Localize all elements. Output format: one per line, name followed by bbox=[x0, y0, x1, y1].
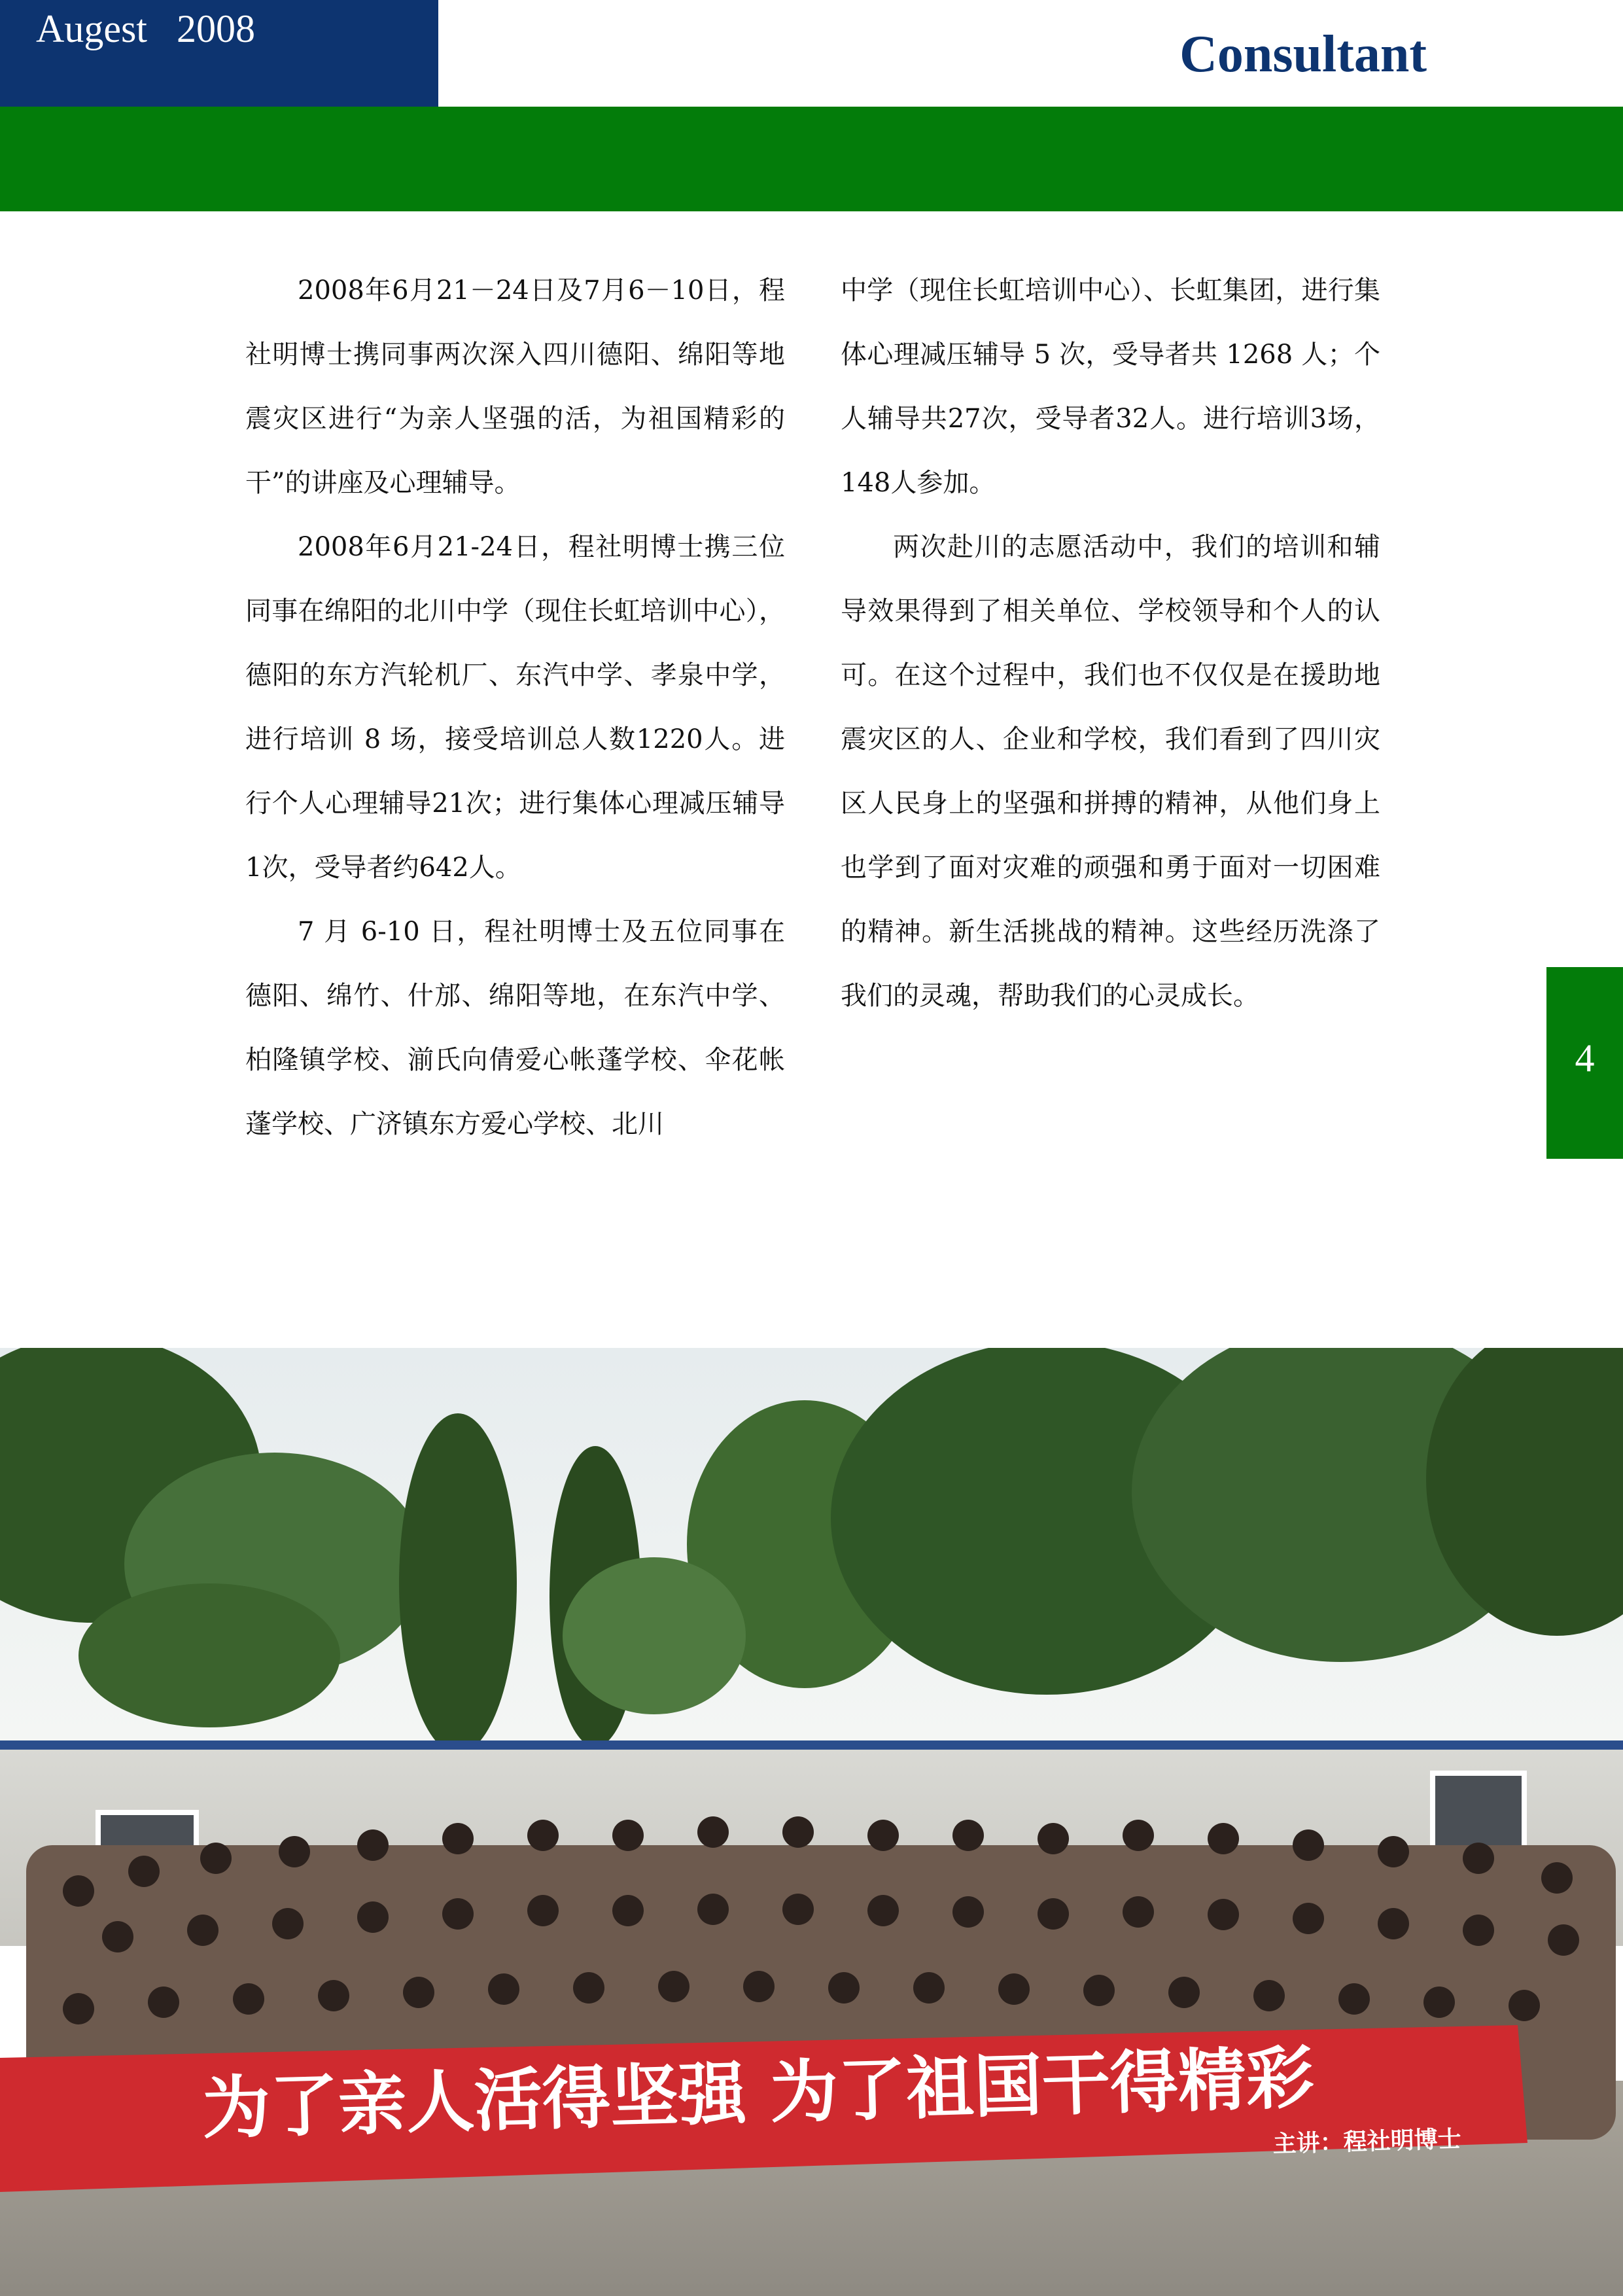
article-paragraph: 中学（现住长虹培训中心）、长虹集团，进行集体心理减压辅导 5 次，受导者共 1268 人；个人辅导共27次，受导者32人。进行培训3场，148人参加。 bbox=[841, 275, 1380, 498]
header-date-box bbox=[0, 0, 438, 107]
issue-date: Augest 2008 bbox=[36, 7, 255, 50]
magazine-title: Consultant bbox=[1179, 26, 1427, 83]
article-column-right bbox=[841, 258, 1380, 1028]
article-paragraph: 2008年6月21－24日及7月6－10日，程社明博士携同事两次深入四川德阳、绵阳等地震灾区进行“为亲人坚强的活，为祖国精彩的干”的讲座及心理辅导。 bbox=[245, 275, 785, 498]
article-paragraph: 2008年6月21-24日，程社明博士携三位同事在绵阳的北川中学（现住长虹培训中心），德阳的东方汽轮机厂、东汽中学、孝泉中学，进行培训 8 场，接受培训总人数1220人。进行个人心理辅导21次；进行集体心理减压辅导1次，受导者约642人。 bbox=[245, 532, 785, 883]
group-photo bbox=[0, 1348, 1623, 2296]
header-green-band bbox=[0, 107, 1623, 211]
article-paragraph: 7 月 6-10 日，程社明博士及五位同事在德阳、绵竹、什邡、绵阳等地，在东汽中学、柏隆镇学校、湔氏向倩爱心帐蓬学校、伞花帐蓬学校、广济镇东方爱心学校、北川 bbox=[245, 917, 785, 1139]
page-number: 4 bbox=[1575, 1036, 1595, 1080]
article-column-left bbox=[245, 258, 785, 1156]
article-paragraph: 两次赴川的志愿活动中，我们的培训和辅导效果得到了相关单位、学校领导和个人的认可。在这个过程中，我们也不仅仅是在援助地震灾区的人、企业和学校，我们看到了四川灾区人民身上的坚强和拼搏的精神，从他们身上也学到了面对灾难的顽强和勇于面对一切困难的精神。新生活挑战的精神。这些经历洗涤了我们的灵魂，帮助我们的心灵成长。 bbox=[841, 532, 1380, 1011]
banner-slogan: 为了亲人活得坚强 为了祖国干得精彩 bbox=[201, 2038, 1316, 2149]
building-roof bbox=[0, 1740, 1623, 1750]
banner-speaker: 主讲：程社明博士 bbox=[1272, 2125, 1462, 2159]
page-number-tab bbox=[1546, 967, 1623, 1159]
